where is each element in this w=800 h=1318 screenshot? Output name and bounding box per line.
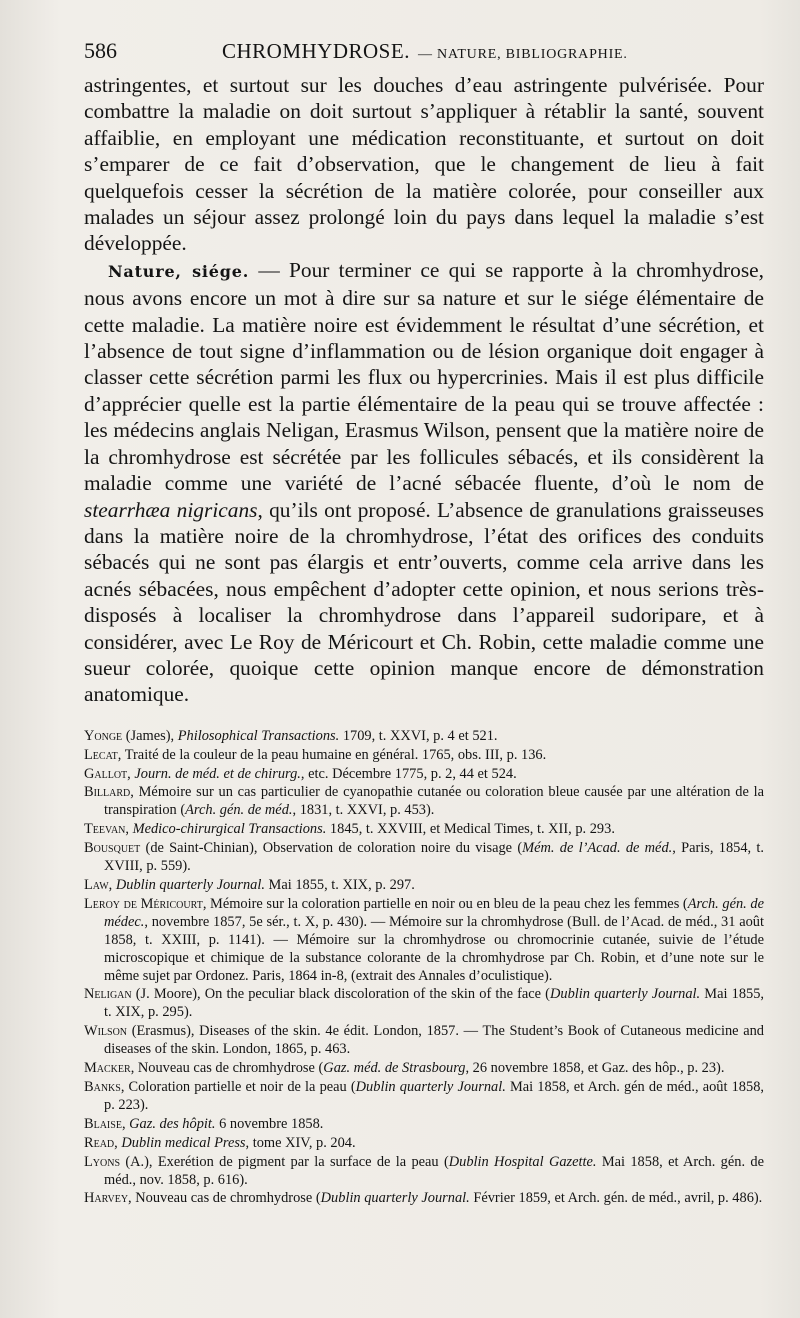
entry-text: ,	[127, 765, 135, 782]
page-number: 586	[84, 38, 117, 63]
entry-italic: Medico-chirurgical Transactions.	[132, 821, 327, 838]
entry-text: ,	[125, 821, 133, 838]
paragraph-nature-end: , qu’ils ont proposé. L’absence de granulations graisseuses dans la matière noire de la chromhydrose, l’état des orifices des conduits sébacés qui ne sont pas élargis et entr’ouverts, comme cela arrive dans les acnés sébacées, nous empêchent d’adopter cette opinion, et nous serions très-disposés à localiser la chromhydrose dans l’appareil sudoripare, et à considérer, avec Le Roy de Méricourt et Ch. Robin, cette maladie comme une sueur colorée, quoique cette opinion manque encore de démonstration anatomique.	[84, 497, 764, 707]
entry-author: Macker	[84, 1060, 131, 1077]
entry-rest: 6 novembre 1858.	[215, 1115, 324, 1132]
entry-rest: 1709, t. XXVI, p. 4 et 521.	[339, 727, 498, 744]
paragraph-nature	[84, 257, 764, 708]
entry-rest: Mai 1858, et Arch. gén. de méd., nov. 1858, p. 616).	[104, 1153, 764, 1188]
entry-text: ,	[121, 1115, 130, 1132]
entry-rest: Mai 1855, t. XIX, p. 297.	[264, 877, 415, 893]
bibliography-entry	[84, 986, 764, 1022]
entry-author: Teevan	[84, 821, 126, 838]
entry-rest: 1845, t. XXVIII, et Medical Times, t. XII, p. 293.	[326, 821, 615, 838]
entry-author: Leroy de Méricourt	[84, 895, 203, 912]
bibliography-entry	[84, 1023, 764, 1059]
entry-text: (James),	[122, 727, 178, 744]
entry-text: , Mémoire sur la coloration partielle en noir ou en bleu de la peau chez les femmes (	[202, 895, 688, 912]
entry-rest: , etc. Décembre 1775, p. 2, 44 et 524.	[300, 765, 517, 782]
entry-italic: Dublin quarterly Journal.	[115, 877, 265, 893]
entry-author: Lecat	[84, 746, 118, 763]
entry-rest: Mai 1855, t. XIX, p. 295).	[104, 986, 765, 1021]
entry-author: Blaise	[84, 1115, 122, 1132]
entry-author: Gallot	[84, 765, 128, 782]
section-heading: Nature, siége.	[108, 261, 250, 281]
bibliography-entry	[84, 784, 764, 820]
bibliography-entry	[84, 896, 764, 986]
entry-author: Billard	[84, 784, 131, 801]
entry-italic: Dublin medical Press	[121, 1134, 246, 1151]
entry-rest: , novembre 1857, 5e sér., t. X, p. 430). — Mémoire sur la chromhydrose (Bull. de l’Acad. de méd., 31 août 1858, t. XXIII, p. 1141). — Mémoire sur la chromhydrose ou chromocrinie cutanée, suivie de l’étude microscopique et chimique de la substance colorante de la chromhydrose par Ch. Robin, et d’une note sur le même sujet par Ordonez. Paris, 1864 in-8, (extrait des Annales d’oculistique).	[104, 913, 764, 984]
entry-italic: Dublin quarterly Journal.	[549, 986, 701, 1003]
entry-italic: Gaz. des hôpit.	[129, 1115, 216, 1132]
bibliography-entry	[84, 1116, 764, 1134]
entry-italic: Philosophical Transactions.	[177, 727, 340, 744]
running-title: CHROMHYDROSE.	[222, 39, 410, 63]
entry-italic: Arch. gén. de méd.	[185, 802, 293, 819]
entry-rest: , 26 novembre 1858, et Gaz. des hôp., p. 23).	[465, 1060, 725, 1077]
bibliography-entry	[84, 877, 764, 895]
bibliography-entry	[84, 1154, 764, 1190]
entry-italic: Dublin quarterly Journal.	[320, 1190, 470, 1207]
bibliography-entry	[84, 1135, 764, 1153]
entry-italic: Arch. gén. de médec.	[104, 895, 764, 930]
entry-rest: Février 1859, et Arch. gén. de méd., avril, p. 486).	[469, 1190, 763, 1207]
entry-text: , Nouveau cas de chromhydrose (	[128, 1190, 321, 1207]
entry-author: Lyons	[84, 1153, 121, 1170]
bibliography-entry	[84, 840, 764, 876]
bibliography-entry	[84, 728, 764, 746]
paragraph-treatment: astringentes, et surtout sur les douches d’eau astringente pulvérisée. Pour combattre la maladie on doit surtout s’appliquer à rétablir la santé, souvent affaiblie, en employant une médication reconstituante, et surtout on doit s’emparer de ce fait d’observation, que le changement de lieu à fait quelquefois cesser la sécrétion de la matière colorée, pour conseiller aux malades un séjour assez prolongé loin du pays dans lequel la maladie s’est développée.	[84, 73, 764, 256]
entry-text: (A.), Exerétion de pigment par la surface de la peau (	[120, 1153, 449, 1170]
entry-author: Wilson	[84, 1023, 128, 1040]
paragraph-nature-term: stearrhæa nigricans	[84, 497, 258, 522]
entry-rest: , tome XIV, p. 204.	[245, 1134, 356, 1151]
entry-text: , Nouveau cas de chromhydrose (	[130, 1060, 324, 1077]
entry-author: Banks	[84, 1078, 121, 1095]
entry-text: (de Saint-Chinian), Observation de coloration noire du visage (	[140, 840, 523, 857]
entry-author: Read	[84, 1134, 115, 1151]
bibliography-entry	[84, 747, 764, 765]
entry-italic: Gaz. méd. de Strasbourg	[323, 1060, 466, 1077]
paragraph-nature-text: — Pour terminer ce qui se rapporte à la chromhydrose, nous avons encore un mot à dire sur sa nature et sur le siége élémentaire de cette maladie. La matière noire est évidemment le résultat d’une sécrétion, et l’absence de tout signe d’inflammation ou de lésion organique doit engager à classer cette sécrétion parmi les flux ou hypercrinies. Mais il est plus difficile d’apprécier quelle est la partie élémentaire de la peau qui se trouve affectée : les médecins anglais Neligan, Erasmus Wilson, pensent que la matière noire de la chromhydrose est sécrétée par les follicules sébacés, et ils considèrent la maladie comme une variété de l’acné sébacée fluente, d’où le nom de	[84, 257, 764, 496]
entry-text: , Coloration partielle et noir de la peau (	[120, 1078, 356, 1095]
entry-text: (J. Moore), On the peculiar black discoloration of the skin of the face (	[131, 986, 550, 1003]
entry-rest: , Paris, 1854, t. XVIII, p. 559).	[104, 840, 764, 875]
entry-text: (Erasmus), Diseases of the skin. 4e édit. London, 1857. — The Student’s Book of Cutaneous medicine and diseases of the skin. London, 1865, p. 463.	[104, 1023, 764, 1058]
entry-italic: Dublin Hospital Gazette.	[448, 1153, 597, 1170]
entry-text: , Mémoire sur un cas particulier de cyanopathie cutanée ou coloration bleue causée par une altération de la transpiration (	[104, 784, 764, 819]
body-text	[84, 72, 764, 708]
entry-author: Yonge	[84, 727, 123, 744]
entry-text: , Traité de la couleur de la peau humaine en général. 1765, obs. III, p. 136.	[117, 746, 547, 763]
bibliography-entry	[84, 821, 764, 839]
entry-italic: Mém. de l’Acad. de méd.	[522, 840, 673, 857]
entry-rest: , 1831, t. XXVI, p. 453).	[292, 802, 435, 819]
bibliography-entry	[84, 766, 764, 784]
entry-author: Bousquet	[84, 840, 141, 857]
entry-text: ,	[114, 1134, 122, 1151]
entry-author: Neligan	[84, 986, 132, 1003]
entry-text: ,	[108, 877, 116, 893]
entry-author: Law	[84, 877, 109, 893]
entry-rest: Mai 1858, et Arch. gén de méd., août 1858, p. 223).	[104, 1078, 764, 1113]
entry-italic: Dublin quarterly Journal.	[355, 1078, 506, 1095]
running-subtitle: — NATURE, BIBLIOGRAPHIE.	[417, 47, 628, 62]
bibliography-entry	[84, 1190, 764, 1208]
entry-italic: Journ. de méd. et de chirurg.	[134, 765, 301, 782]
running-header	[84, 38, 764, 64]
bibliography	[84, 728, 764, 1209]
bibliography-entry	[84, 1079, 764, 1115]
bibliography-entry	[84, 1060, 764, 1078]
entry-author: Harvey	[84, 1190, 129, 1207]
